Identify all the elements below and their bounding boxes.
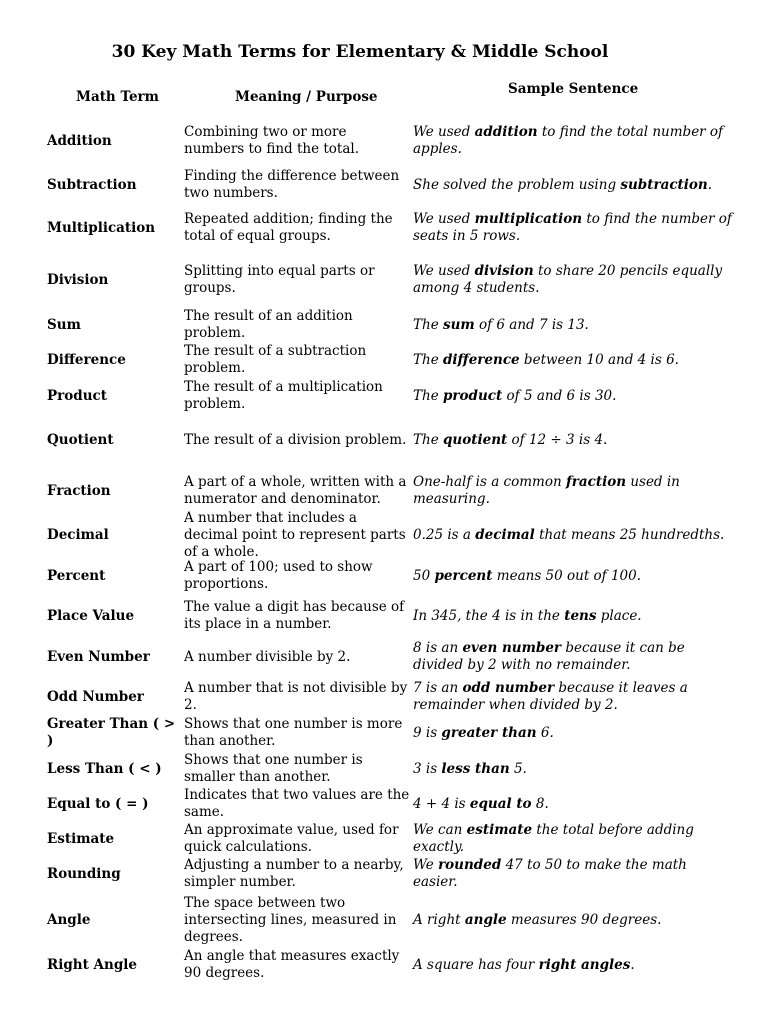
page-title: 30 Key Math Terms for Elementary & Middle School	[111, 42, 609, 62]
table-row	[0, 306, 768, 344]
term-meaning-text: Shows that one number is smaller than another.	[184, 752, 363, 785]
term-meaning	[184, 788, 410, 820]
math-term	[47, 788, 177, 820]
sample-fragment: 3 is	[413, 760, 442, 777]
sample-keyword: angle	[464, 911, 507, 928]
table-row	[0, 822, 768, 856]
sample-sentence-text	[413, 263, 733, 297]
term-meaning-text: Splitting into equal parts or groups.	[184, 263, 375, 296]
sample-sentence	[413, 343, 733, 377]
math-term-text: Division	[47, 271, 109, 288]
sample-keyword: fraction	[565, 474, 627, 490]
sample-fragment: measures 90 degrees.	[506, 911, 662, 928]
math-term-text: Multiplication	[47, 219, 156, 236]
header-meaning: Meaning / Purpose	[235, 89, 378, 105]
sample-fragment: We can	[413, 822, 467, 838]
table-row	[0, 894, 768, 945]
math-term-text: Rounding	[47, 865, 121, 882]
sample-sentence-text	[413, 640, 733, 674]
math-term-text: Quotient	[47, 431, 114, 448]
sample-sentence	[413, 516, 733, 554]
sample-sentence	[413, 716, 733, 750]
sample-fragment: used in measuring.	[413, 474, 680, 507]
sample-keyword: even number	[462, 640, 562, 656]
math-term-text: Estimate	[47, 830, 115, 847]
sample-fragment: A right	[413, 911, 465, 928]
sample-sentence	[413, 204, 733, 252]
table-row	[0, 638, 768, 676]
sample-sentence	[413, 946, 733, 984]
math-term	[47, 204, 177, 252]
sample-fragment: of 6 and 7 is 13.	[474, 316, 589, 333]
term-meaning-text: The space between two intersecting lines, measured in degrees.	[184, 894, 397, 945]
term-meaning-text: Shows that one number is more than another.	[184, 716, 403, 749]
term-meaning	[184, 558, 410, 594]
sample-keyword: addition	[474, 124, 538, 140]
term-meaning-text: A part of 100; used to show proportions.	[184, 559, 373, 592]
math-term	[47, 516, 177, 554]
sample-fragment: because it leaves a remainder when divided by 2.	[413, 680, 688, 713]
math-term-text: Percent	[47, 567, 106, 584]
sample-sentence	[413, 856, 733, 892]
term-meaning	[184, 424, 410, 456]
sample-keyword: difference	[442, 351, 520, 368]
math-term	[47, 256, 177, 304]
sample-sentence	[413, 306, 733, 344]
sample-fragment: 8 is an	[413, 640, 463, 656]
sample-sentence	[413, 638, 733, 676]
sample-sentence	[413, 788, 733, 820]
term-meaning	[184, 466, 410, 516]
table-row	[0, 466, 768, 516]
sample-sentence	[413, 117, 733, 165]
sample-fragment: 50	[413, 567, 435, 584]
math-term-text: Equal to ( = )	[47, 795, 149, 812]
math-term-text: Place Value	[47, 607, 135, 624]
sample-fragment: .	[707, 176, 713, 193]
term-meaning	[184, 378, 410, 414]
sample-fragment: to share 20 pencils equally among 4 students.	[413, 263, 723, 296]
term-meaning	[184, 117, 410, 165]
sample-sentence-text	[413, 432, 607, 449]
table-row	[0, 509, 768, 560]
sample-fragment: the total before adding exactly.	[413, 822, 694, 855]
sample-sentence	[413, 900, 733, 940]
term-meaning-text: The result of a division problem.	[184, 431, 407, 448]
sample-fragment: We used	[413, 124, 475, 140]
term-meaning-text: Finding the difference between two numbers.	[184, 168, 400, 201]
term-meaning	[184, 204, 410, 252]
sample-fragment: 6.	[536, 724, 554, 741]
term-meaning	[184, 716, 410, 750]
sample-sentence-text	[413, 211, 733, 245]
table-row	[0, 378, 768, 414]
sample-fragment: We used	[413, 263, 475, 279]
sample-sentence-text	[413, 857, 733, 891]
sample-sentence-text	[413, 761, 527, 778]
sample-sentence-text	[413, 352, 679, 369]
sample-fragment: that means 25 hundredths.	[534, 526, 725, 543]
term-meaning-text: An approximate value, used for quick calculations.	[184, 822, 399, 855]
term-meaning	[184, 509, 410, 560]
sample-keyword: multiplication	[474, 211, 583, 227]
sample-sentence-text	[413, 124, 733, 158]
sample-sentence-text	[413, 912, 661, 929]
math-term-text: Sum	[47, 316, 81, 333]
term-meaning	[184, 822, 410, 856]
sample-fragment: We used	[413, 211, 475, 227]
sample-keyword: greater than	[441, 724, 537, 741]
sample-keyword: percent	[434, 567, 493, 584]
table-row	[0, 204, 768, 252]
sample-sentence	[413, 680, 733, 714]
term-meaning	[184, 168, 410, 202]
sample-fragment: because it can be divided by 2 with no remainder.	[413, 640, 685, 673]
sample-keyword: product	[442, 387, 503, 404]
math-term	[47, 856, 177, 892]
sample-sentence	[413, 256, 733, 304]
table-row	[0, 946, 768, 984]
term-meaning	[184, 752, 410, 786]
sample-sentence	[413, 822, 733, 856]
sample-keyword: rounded	[438, 857, 502, 873]
term-meaning-text: A number that includes a decimal point to represent parts of a whole.	[184, 509, 406, 560]
term-meaning-text: A number that is not divisible by 2.	[184, 680, 408, 713]
sample-sentence-text	[413, 568, 641, 585]
sample-keyword: decimal	[475, 526, 535, 543]
term-meaning-text: Combining two or more numbers to find the total.	[184, 124, 360, 157]
table-row	[0, 598, 768, 634]
sample-sentence-text	[413, 822, 733, 856]
header-sample-sentence: Sample Sentence	[508, 81, 639, 97]
term-meaning-text: The value a digit has because of its place in a number.	[184, 599, 405, 632]
sample-keyword: quotient	[442, 431, 508, 448]
sample-fragment: 0.25 is a	[413, 526, 476, 543]
sample-fragment: 9 is	[413, 724, 442, 741]
sample-sentence	[413, 168, 733, 202]
term-meaning-text: Adjusting a number to a nearby, simpler number.	[184, 857, 404, 890]
sample-sentence-text	[413, 317, 589, 334]
sample-fragment: The	[413, 351, 443, 368]
term-meaning-text: A number divisible by 2.	[184, 648, 351, 665]
math-term	[47, 716, 177, 750]
math-term	[47, 466, 177, 516]
table-row	[0, 343, 768, 377]
math-term-text: Fraction	[47, 482, 111, 499]
math-term-text: Subtraction	[47, 176, 137, 193]
math-term-text: Angle	[47, 911, 91, 928]
sample-sentence-text	[413, 957, 635, 974]
term-meaning-text: An angle that measures exactly 90 degrees.	[184, 948, 400, 981]
math-term	[47, 168, 177, 202]
math-term	[47, 900, 177, 940]
sample-keyword: tens	[564, 607, 597, 624]
sample-sentence	[413, 558, 733, 594]
sample-sentence-text	[413, 388, 616, 405]
sample-sentence-text	[413, 725, 554, 742]
sample-sentence-text	[413, 474, 733, 508]
table-row	[0, 168, 768, 202]
math-term	[47, 424, 177, 456]
term-meaning-text: Repeated addition; finding the total of equal groups.	[184, 211, 393, 244]
term-meaning	[184, 856, 410, 892]
table-row	[0, 716, 768, 750]
math-term	[47, 558, 177, 594]
term-meaning-text: The result of an addition problem.	[184, 308, 353, 341]
term-meaning	[184, 638, 410, 676]
math-term	[47, 343, 177, 377]
sample-keyword: division	[474, 263, 534, 279]
sample-keyword: odd number	[462, 680, 555, 696]
term-meaning	[184, 894, 410, 945]
sample-fragment: The	[413, 431, 443, 448]
sample-fragment: One-half is a common	[413, 474, 566, 490]
sample-fragment: A square has four	[413, 956, 539, 973]
term-meaning	[184, 946, 410, 984]
sample-fragment: We	[413, 857, 439, 873]
sample-sentence-text	[413, 608, 642, 625]
table-row	[0, 424, 768, 456]
math-term	[47, 680, 177, 714]
term-meaning	[184, 680, 410, 714]
math-term-text: Odd Number	[47, 688, 144, 705]
sample-fragment: The	[413, 387, 443, 404]
sample-fragment: to find the number of seats in 5 rows.	[413, 211, 732, 244]
sample-fragment: to find the total number of apples.	[413, 124, 724, 157]
term-meaning	[184, 343, 410, 377]
sample-fragment: 8.	[531, 795, 549, 812]
sample-sentence	[413, 598, 733, 634]
sample-fragment: of 5 and 6 is 30.	[502, 387, 617, 404]
term-meaning-text: A part of a whole, written with a numerator and denominator.	[184, 474, 407, 507]
sample-sentence-text	[413, 177, 712, 194]
math-term	[47, 598, 177, 634]
sample-fragment: means 50 out of 100.	[492, 567, 642, 584]
header-math-term: Math Term	[76, 89, 159, 105]
math-term-text: Difference	[47, 351, 126, 368]
sample-sentence	[413, 466, 733, 516]
term-meaning	[184, 306, 410, 344]
sample-keyword: equal to	[469, 795, 532, 812]
table-row	[0, 752, 768, 786]
sample-fragment: 47 to 50 to make the math easier.	[413, 857, 687, 890]
term-meaning-text: Indicates that two values are the same.	[184, 787, 410, 820]
math-term	[47, 822, 177, 856]
table-row	[0, 680, 768, 714]
sample-sentence	[413, 378, 733, 414]
table-row	[0, 856, 768, 892]
sample-fragment: She solved the problem using	[413, 176, 621, 193]
sample-fragment: between 10 and 4 is 6.	[519, 351, 679, 368]
math-term-text: Decimal	[47, 526, 109, 543]
sample-fragment: The	[413, 316, 443, 333]
math-term	[47, 638, 177, 676]
term-meaning-text: The result of a subtraction problem.	[184, 343, 367, 376]
term-meaning	[184, 598, 410, 634]
table-row	[0, 117, 768, 165]
math-term	[47, 752, 177, 786]
sample-sentence	[413, 752, 733, 786]
math-term-text: Right Angle	[47, 956, 137, 973]
sample-sentence-text	[413, 527, 724, 544]
sample-keyword: right angles	[538, 956, 631, 973]
sample-sentence-text	[413, 680, 733, 714]
math-term	[47, 117, 177, 165]
sample-fragment: .	[630, 956, 635, 973]
math-term-text: Addition	[47, 132, 112, 149]
table-row	[0, 788, 768, 820]
math-term-text: Greater Than ( > )	[47, 716, 176, 749]
sample-fragment: 7 is an	[413, 680, 463, 696]
math-term	[47, 306, 177, 344]
sample-fragment: of 12 ÷ 3 is 4.	[507, 431, 608, 448]
sample-fragment: In 345, the 4 is in the	[413, 607, 565, 624]
table-row	[0, 558, 768, 594]
sample-sentence-text	[413, 796, 549, 813]
sample-keyword: subtraction	[620, 176, 708, 193]
sample-fragment: 4 + 4 is	[413, 795, 470, 812]
sample-fragment: place.	[596, 607, 642, 624]
term-meaning	[184, 256, 410, 304]
sample-sentence	[413, 424, 733, 456]
math-term	[47, 946, 177, 984]
math-term-text: Product	[47, 387, 107, 404]
math-term-text: Less Than ( < )	[47, 760, 162, 777]
sample-keyword: estimate	[466, 822, 533, 838]
math-term	[47, 378, 177, 414]
sample-keyword: less than	[441, 760, 510, 777]
math-term-text: Even Number	[47, 648, 150, 665]
term-meaning-text: The result of a multiplication problem.	[184, 379, 383, 412]
sample-fragment: 5.	[509, 760, 527, 777]
table-row	[0, 256, 768, 304]
sample-keyword: sum	[442, 316, 475, 333]
